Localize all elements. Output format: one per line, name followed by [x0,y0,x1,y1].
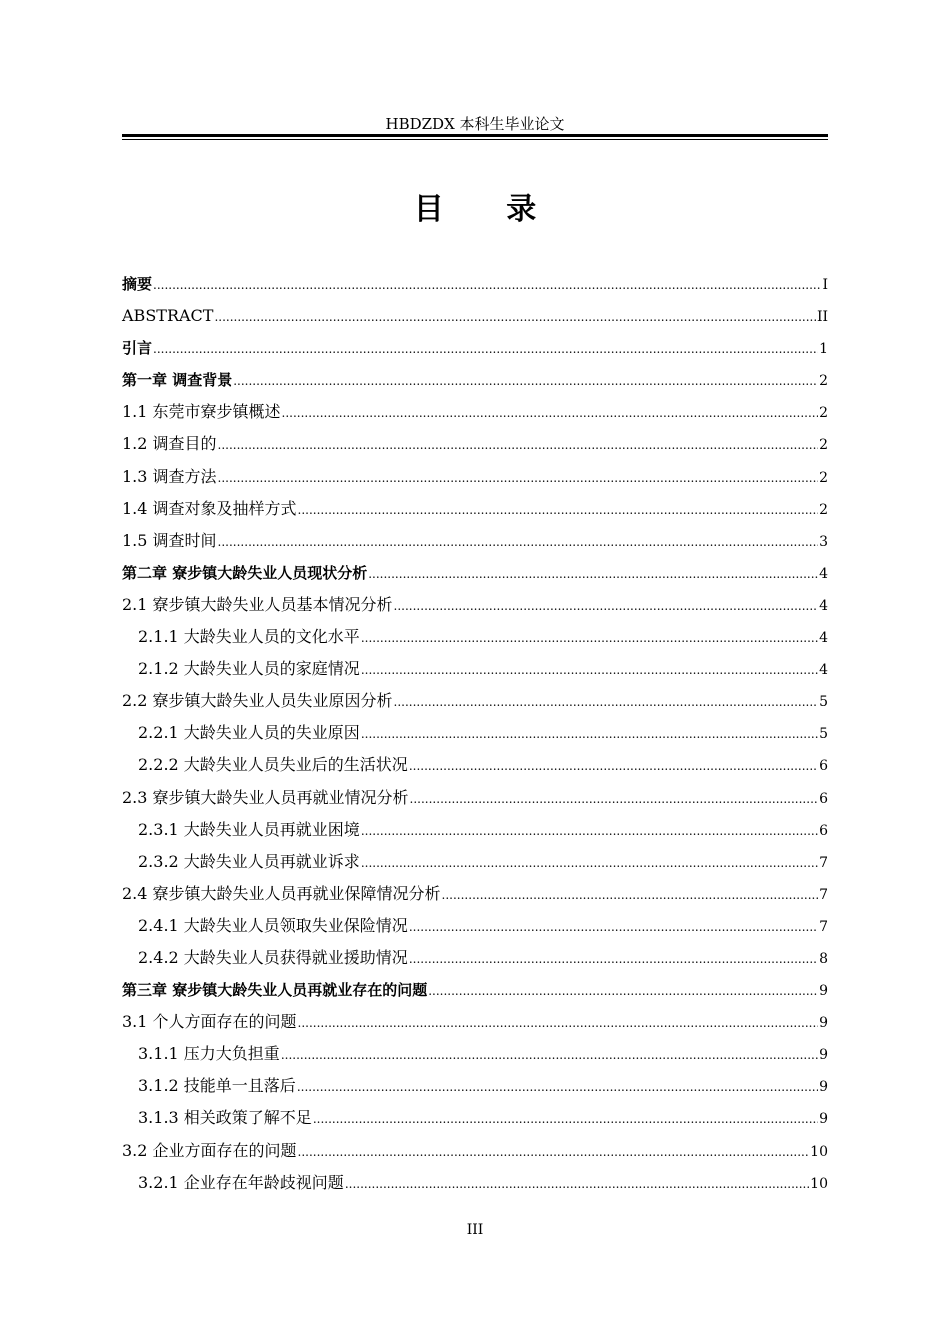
toc-leader-dots [361,654,818,686]
toc-entry[interactable] [122,621,828,653]
toc-entry[interactable] [122,974,828,1006]
toc-entry-page: 3 [819,533,828,550]
toc-leader-dots [410,783,819,815]
toc-entry[interactable] [122,364,828,396]
toc-entry-page: 6 [819,822,828,839]
toc-leader-dots [282,397,819,429]
toc-leader-dots [313,1103,818,1135]
toc-entry[interactable] [122,1038,828,1070]
toc-leader-dots [214,301,815,333]
header-rule-thin [122,139,828,140]
toc-entry[interactable] [122,878,828,910]
toc-entry-page: 8 [819,950,828,967]
toc-leader-dots [297,1071,818,1103]
toc-entry-page: 6 [819,758,828,775]
page-number: III [466,1222,484,1238]
toc-entry[interactable] [122,1006,828,1038]
toc-entry-title: 1.5 调查时间 [122,530,217,550]
toc-entry[interactable] [122,749,828,781]
toc-entry-title: 2.2.2 大龄失业人员失业后的生活状况 [138,755,408,775]
toc-entry-title: 引言 [122,339,153,358]
toc-entry-page: 9 [819,983,828,1000]
toc-leader-dots [153,333,818,365]
toc-entry[interactable] [122,1167,828,1199]
toc-entry-title: 3.2.1 企业存在年龄歧视问题 [138,1172,344,1192]
toc-entry[interactable] [122,1102,828,1134]
toc-title: 目 录 [413,192,563,227]
header-rule-thick [122,134,828,137]
toc-entry-title: 2.4 寮步镇大龄失业人员再就业保障情况分析 [122,883,441,903]
toc-leader-dots [368,558,818,590]
toc-entry-page: 2 [819,437,828,454]
toc-entry[interactable] [122,653,828,685]
toc-entry[interactable] [122,910,828,942]
toc-entry-page: 7 [819,854,828,871]
toc-entry-title: 3.1.1 压力大负担重 [138,1044,280,1064]
toc-entry[interactable] [122,685,828,717]
toc-leader-dots [233,365,818,397]
toc-entry-title: 3.1.3 相关政策了解不足 [138,1108,312,1128]
toc-entry[interactable] [122,942,828,974]
toc-entry-page: 7 [819,918,828,935]
toc-entry-title: 1.2 调查目的 [122,434,217,454]
toc-entry-title: 2.3.1 大龄失业人员再就业困境 [138,819,360,839]
toc-leader-dots [428,975,818,1007]
toc-entry-title: 2.4.1 大龄失业人员领取失业保险情况 [138,915,408,935]
page-header: HBDZDX 本科生毕业论文 [385,115,565,133]
toc-leader-dots [394,686,819,718]
toc-entry-title: 1.3 调查方法 [122,466,217,486]
toc-entry-title: 第一章 调查背景 [122,371,233,390]
toc-entry-title: 摘要 [122,275,153,293]
toc-entry-page: 2 [819,373,828,390]
toc-entry[interactable] [122,300,828,332]
toc-entry-page: 5 [819,694,828,711]
toc-entry-title: 第三章 寮步镇大龄失业人员再就业存在的问题 [122,981,428,1000]
toc-entry-title: 3.2 企业方面存在的问题 [122,1140,297,1160]
toc-entry-page: 4 [819,597,828,614]
toc-leader-dots [409,750,818,782]
toc-entry-page: 9 [819,1111,828,1128]
toc-entry-page: 2 [819,405,828,422]
toc-entry-title: 2.1 寮步镇大龄失业人员基本情况分析 [122,594,393,614]
toc-leader-dots [361,718,818,750]
toc-entry-page: 9 [819,1079,828,1096]
toc-leader-dots [409,943,818,975]
toc-entry-page: 4 [819,662,828,679]
toc-entry-page: 5 [819,726,828,743]
toc-leader-dots [298,494,819,526]
toc-entry[interactable] [122,332,828,364]
toc-entry-title: 2.3.2 大龄失业人员再就业诉求 [138,851,360,871]
toc-leader-dots [281,1039,818,1071]
toc-entry-title: 2.2 寮步镇大龄失业人员失业原因分析 [122,691,393,711]
toc-leader-dots [298,1007,819,1039]
toc-entry-page: I [822,277,828,293]
toc-entry-page: 10 [810,1175,828,1192]
toc-entry[interactable] [122,268,828,300]
toc-entry-title: 第二章 寮步镇大龄失业人员现状分析 [122,563,368,582]
toc-entry-title: 1.1 东莞市寮步镇概述 [122,402,281,422]
toc-entry[interactable] [122,461,828,493]
toc-entry[interactable] [122,396,828,428]
toc-entry[interactable] [122,1135,828,1167]
toc-entry[interactable] [122,717,828,749]
toc-entry-page: 2 [819,501,828,518]
toc-entry[interactable] [122,782,828,814]
toc-entry[interactable] [122,589,828,621]
toc-entry-page: 10 [810,1143,828,1160]
toc-leader-dots [442,879,819,911]
toc-entry-title: 2.3 寮步镇大龄失业人员再就业情况分析 [122,787,409,807]
toc-leader-dots [345,1168,809,1200]
toc-leader-dots [361,847,818,879]
toc-entry-page: II [816,309,828,326]
toc-entry-page: 6 [819,790,828,807]
toc-entry[interactable] [122,493,828,525]
toc-entry-title: 2.4.2 大龄失业人员获得就业援助情况 [138,947,408,967]
toc-leader-dots [218,462,819,494]
table-of-contents [122,268,828,1199]
toc-leader-dots [394,590,819,622]
toc-entry-page: 1 [819,341,828,358]
toc-leader-dots [361,815,818,847]
toc-entry-title: 3.1.2 技能单一且落后 [138,1076,296,1096]
toc-entry-title: 2.1.1 大龄失业人员的文化水平 [138,627,360,647]
toc-leader-dots [153,269,821,301]
toc-entry-page: 2 [819,469,828,486]
toc-entry[interactable] [122,1070,828,1102]
toc-entry[interactable] [122,428,828,460]
toc-entry[interactable] [122,557,828,589]
toc-entry-page: 4 [819,630,828,647]
toc-entry-page: 7 [819,886,828,903]
toc-leader-dots [361,622,818,654]
toc-entry-page: 4 [819,565,828,582]
toc-entry[interactable] [122,814,828,846]
toc-leader-dots [409,911,818,943]
toc-leader-dots [218,526,819,558]
toc-entry[interactable] [122,846,828,878]
toc-entry-title: 2.1.2 大龄失业人员的家庭情况 [138,659,360,679]
toc-entry-title: 3.1 个人方面存在的问题 [122,1012,297,1032]
toc-entry-page: 9 [819,1047,828,1064]
toc-entry-title: 2.2.1 大龄失业人员的失业原因 [138,723,360,743]
toc-leader-dots [298,1136,810,1168]
toc-leader-dots [218,429,819,461]
toc-entry-title: 1.4 调查对象及抽样方式 [122,498,297,518]
toc-entry[interactable] [122,525,828,557]
toc-entry-title: ABSTRACT [122,306,214,326]
toc-entry-page: 9 [819,1015,828,1032]
